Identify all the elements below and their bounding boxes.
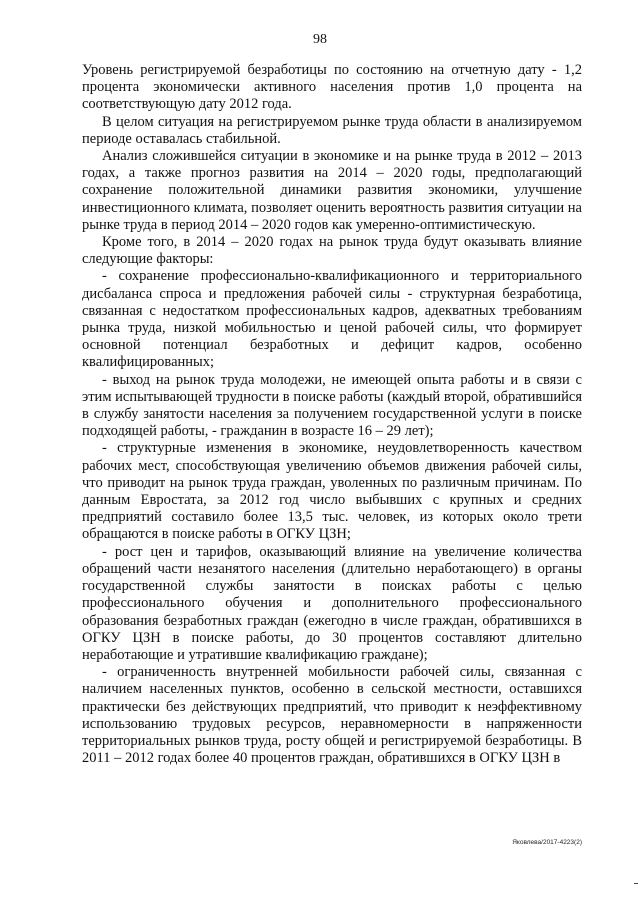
list-item: - выход на рынок труда молодежи, не имеющей опыта работы и в связи с этим испытывающей трудности в поиске работы (каждый второй, обратившийся в службу занятости населения за получением государственной услуги в поиске подходящей работы, - гражданин в возрасте 16 – 29 лет); — [82, 371, 582, 440]
page-number: 98 — [313, 32, 327, 47]
edge-mark — [634, 883, 638, 884]
list-item: - структурные изменения в экономике, неудовлетворенность качеством рабочих мест, способствующая увеличению объемов движения рабочей силы, что приводит на рынок труда граждан, уволенных по различным причинам. По данным Евростата, за 2012 год число выбывших с крупных и средних предприятий составило более 13,5 тыс. человек, из которых около трети обращаются в поиске работы в ОГКУ ЦЗН; — [82, 440, 582, 543]
document-footer-code: Яковлева/2017-4223(2) — [512, 839, 582, 846]
paragraph: Кроме того, в 2014 – 2020 годах на рынок труда будут оказывать влияние следующие факторы: — [82, 234, 582, 268]
paragraph: Анализ сложившейся ситуации в экономике и на рынке труда в 2012 – 2013 годах, а также прогноз развития на 2014 – 2020 годы, предполагающий сохранение положительной динамики развития экономики, улучшение инвестиционного климата, позволяет оценить вероятность развития ситуации на рынке труда в период 2014 – 2020 годов как умеренно-оптимистическую. — [82, 148, 582, 233]
list-item: - рост цен и тарифов, оказывающий влияние на увеличение количества обращений части незанятого населения (длительно неработающего) в органы государственной службы занятости в поисках работы с целью профессионального обучения и дополнительного профессионального образования безработных граждан (ежегодно в числе граждан, обратившихся в ОГКУ ЦЗН в поиске работы, до 30 процентов составляют длительно неработающие и утратившие квалификацию граждане); — [82, 543, 582, 663]
paragraph: В целом ситуация на регистрируемом рынке труда области в анализируемом периоде оставалась стабильной. — [82, 113, 582, 147]
list-item: - ограниченность внутренней мобильности рабочей силы, связанная с наличием населенных пунктов, особенно в сельской местности, оставшихся практически без действующих предприятий, что приводит к неэффективному использованию трудовых ресурсов, неравномерности в напряженности территориальных рынков труда, росту общей и регистрируемой безработицы. В 2011 – 2012 годах более 40 процентов граждан, обратившихся в ОГКУ ЦЗН в — [82, 664, 582, 767]
document-body — [82, 62, 582, 767]
paragraph: Уровень регистрируемой безработицы по состоянию на отчетную дату - 1,2 процента экономически активного населения против 1,0 процента на соответствующую дату 2012 года. — [82, 62, 582, 113]
list-item: - сохранение профессионально-квалификационного и территориального дисбаланса спроса и предложения рабочей силы - структурная безработица, связанная с недостатком профессиональных кадров, адекватных требованиям рынка труда, низкой мобильностью и ценой рабочей силы, что формирует основной потенциал безработных и дефицит кадров, особенно квалифицированных; — [82, 268, 582, 371]
